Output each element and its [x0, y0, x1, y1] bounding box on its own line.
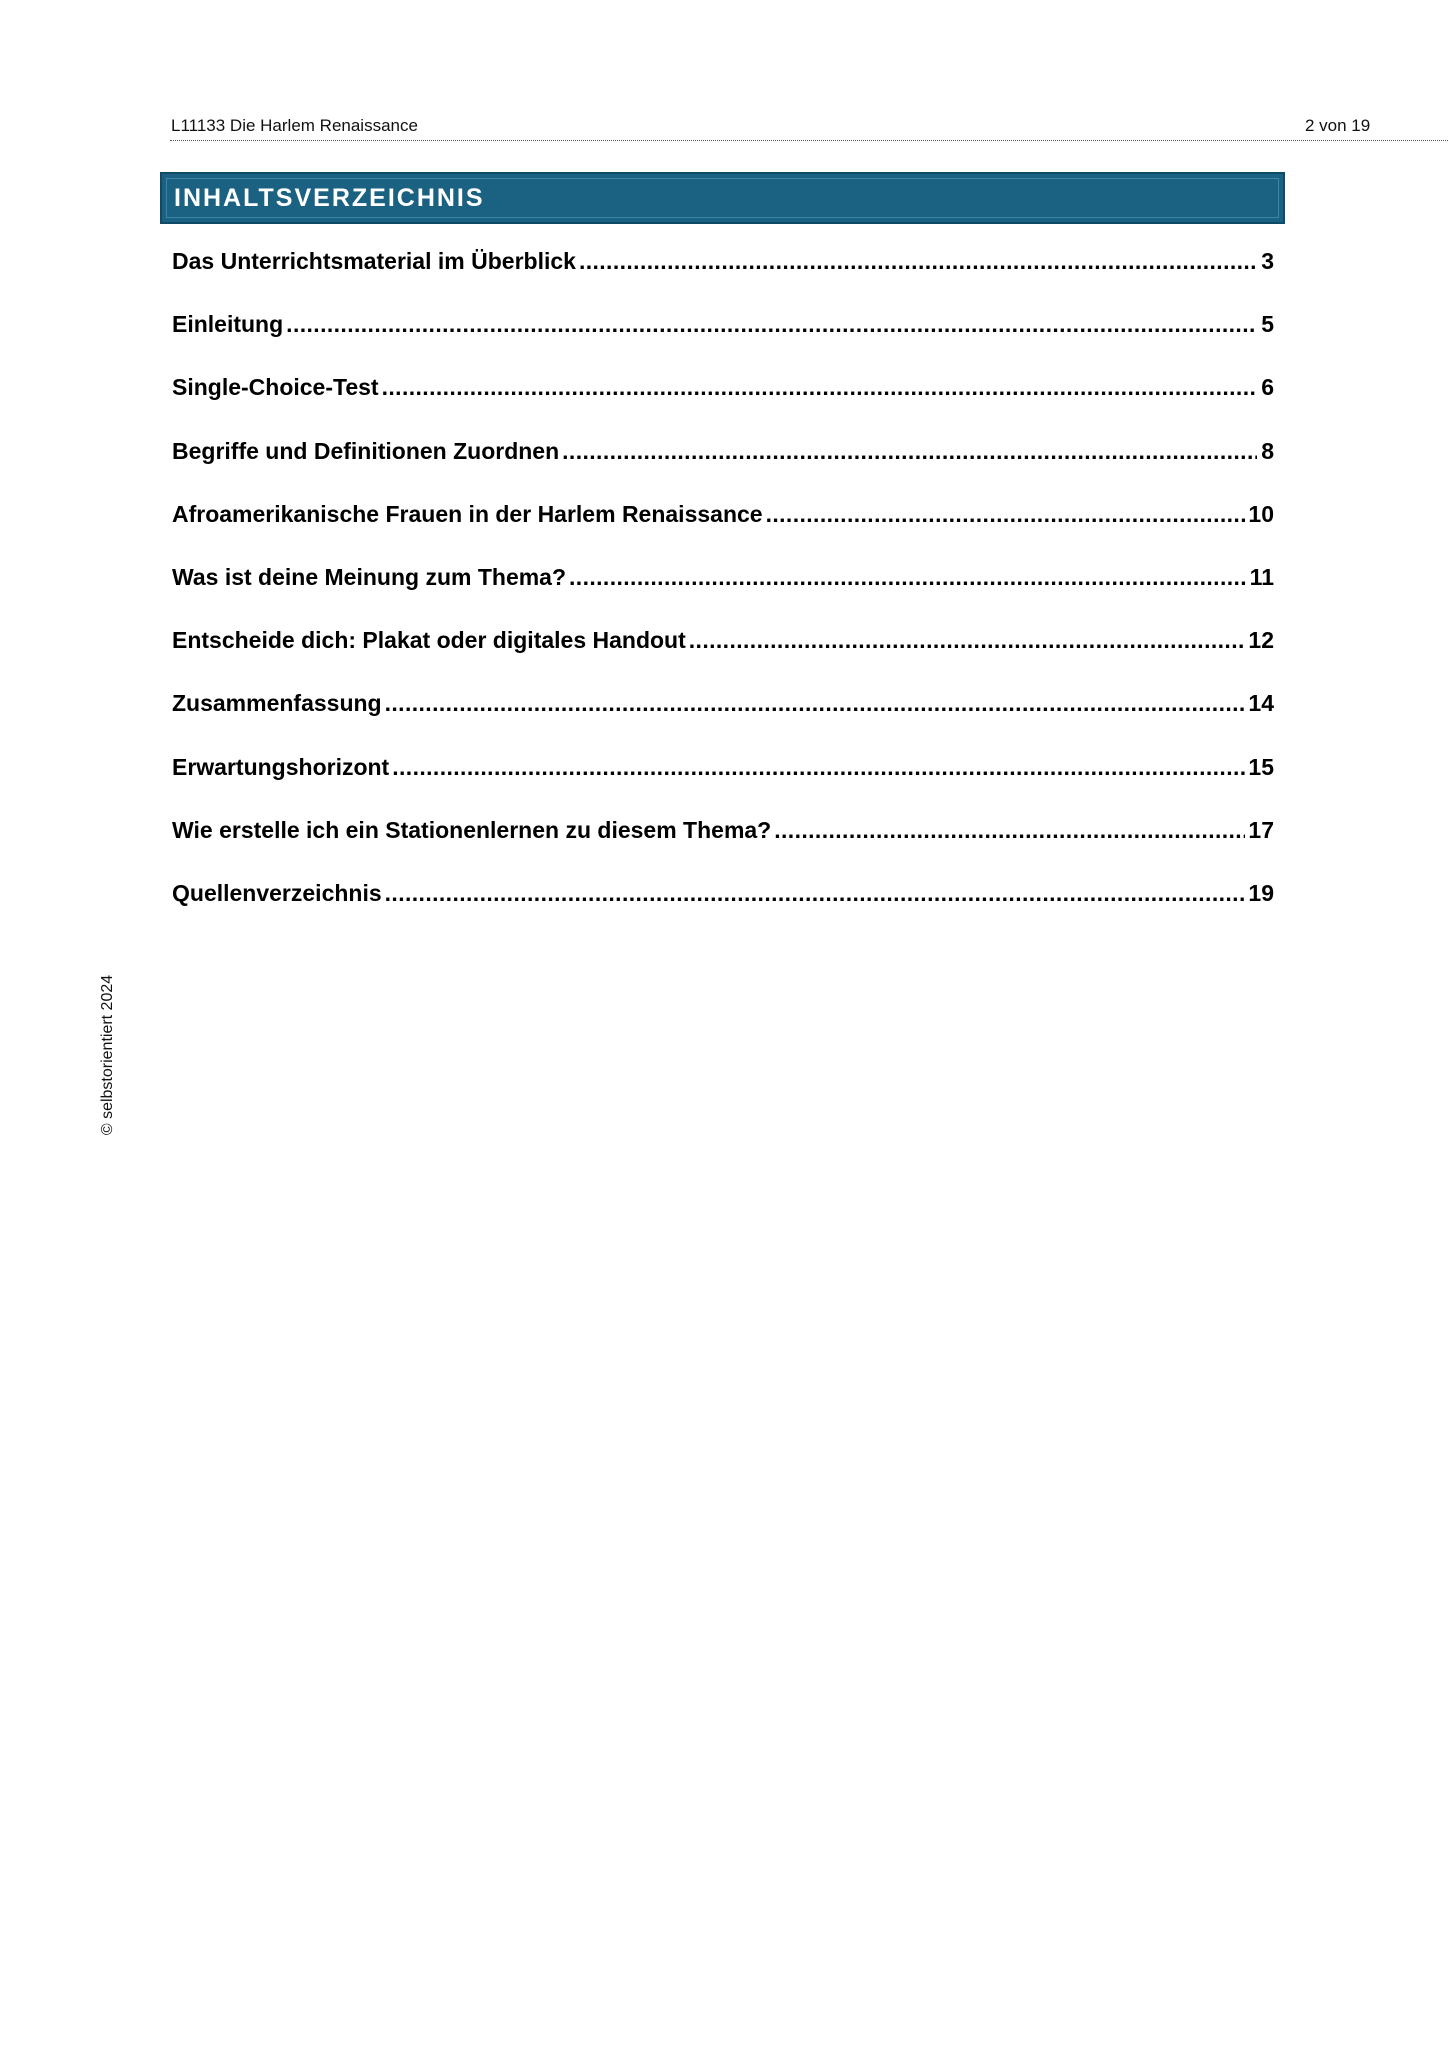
toc-heading-banner	[160, 172, 1285, 224]
toc-entry-title: Begriffe und Definitionen Zuordnen	[172, 437, 560, 464]
document-code: L11133 Die Harlem Renaissance	[171, 116, 418, 135]
toc-page-number: 17	[1248, 816, 1274, 843]
copyright-side-note: © selbstorientiert 2024	[99, 974, 116, 1136]
toc-dot-leader	[385, 880, 1246, 907]
toc-entry[interactable]	[172, 248, 1274, 311]
toc-dot-leader	[689, 627, 1246, 654]
toc-dot-leader	[286, 311, 1257, 338]
toc-page-number: 15	[1248, 753, 1274, 780]
toc-entry-title: Erwartungshorizont	[172, 753, 390, 780]
toc-entry[interactable]	[172, 564, 1274, 627]
toc-dot-leader	[766, 501, 1246, 528]
toc-entry-title: Das Unterrichtsmaterial im Überblick	[172, 248, 576, 274]
toc-page-number: 8	[1261, 437, 1274, 464]
toc-entry[interactable]	[172, 880, 1274, 943]
toc-entry[interactable]	[172, 817, 1274, 880]
toc-page-number: 12	[1248, 627, 1274, 654]
toc-entry-title: Einleitung	[172, 311, 284, 338]
toc-entry[interactable]	[172, 438, 1274, 501]
toc-entry-title: Wie erstelle ich ein Stationenlernen zu diesem Thema?	[172, 816, 772, 843]
toc-page-number: 5	[1261, 311, 1274, 338]
toc-page-number: 14	[1248, 690, 1274, 717]
toc-entry-title: Was ist deine Meinung zum Thema?	[172, 563, 567, 590]
toc-title: INHALTSVERZEICHNIS	[174, 184, 485, 212]
toc-dot-leader	[382, 374, 1257, 401]
toc-entry-title: Entscheide dich: Plakat oder digitales Handout	[172, 627, 686, 654]
toc-page-number: 10	[1248, 500, 1274, 527]
toc-entry[interactable]	[172, 501, 1274, 564]
toc-page-number: 11	[1249, 563, 1274, 590]
toc-entry[interactable]	[172, 311, 1274, 374]
toc-dot-leader	[392, 754, 1245, 781]
toc-dot-leader	[385, 690, 1246, 717]
toc-list	[172, 248, 1274, 943]
toc-dot-leader	[774, 817, 1245, 844]
toc-entry-title: Afroamerikanische Frauen in der Harlem Renaissance	[172, 500, 763, 527]
toc-entry-title: Zusammenfassung	[172, 690, 382, 717]
toc-entry[interactable]	[172, 627, 1274, 690]
toc-page-number: 19	[1248, 879, 1274, 906]
toc-entry[interactable]	[172, 374, 1274, 437]
page-header	[170, 114, 1448, 141]
page-indicator: 2 von 19	[1305, 116, 1371, 135]
toc-entry[interactable]	[172, 690, 1274, 753]
toc-dot-leader	[569, 564, 1247, 591]
toc-entry-title: Quellenverzeichnis	[172, 879, 382, 906]
toc-dot-leader	[562, 438, 1257, 465]
toc-page-number: 3	[1261, 248, 1274, 274]
toc-entry[interactable]	[172, 754, 1274, 817]
toc-entry-title: Single-Choice-Test	[172, 374, 379, 401]
toc-dot-leader	[579, 248, 1257, 275]
toc-page-number: 6	[1261, 374, 1274, 401]
